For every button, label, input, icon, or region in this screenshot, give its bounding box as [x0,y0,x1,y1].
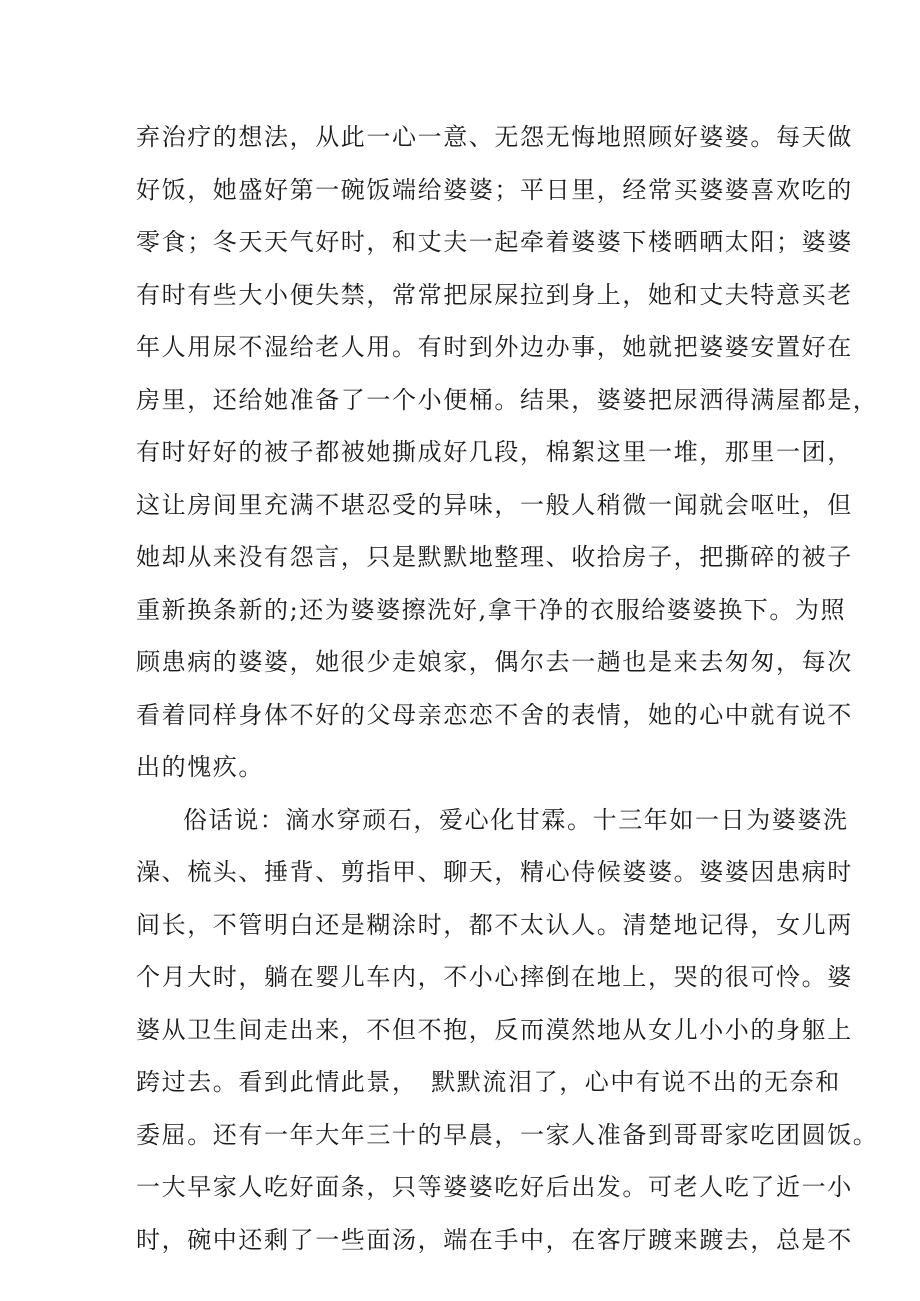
text-line: 房里，还给她准备了一个小便桶。结果，婆婆把尿洒得满屋都是， [136,386,879,414]
text-line: 年人用尿不湿给老人用。有时到外边办事，她就把婆婆安置好在 [136,333,853,361]
text-line: 看着同样身体不好的父母亲恋恋不舍的表情，她的心中就有说不 [136,701,853,729]
text-line: 弃治疗的想法，从此一心一意、无怨无悔地照顾好婆婆。每天做 [136,123,853,151]
text-line: 好饭，她盛好第一碗饭端给婆婆；平日里，经常买婆婆喜欢吃的 [136,176,853,204]
paragraph-first-line: 俗话说：滴水穿顽石，爱心化甘霖。十三年如一日为婆婆洗 [183,806,849,834]
text-line: 顾患病的婆婆，她很少走娘家，偶尔去一趟也是来去匆匆，每次 [136,648,853,676]
text-line: 婆从卫生间走出来，不但不抱，反而漠然地从女儿小小的身躯上 [136,1016,853,1044]
text-line: 委屈。还有一年大年三十的早晨，一家人准备到哥哥家吃团圆饭。 [136,1121,879,1149]
text-line: 澡、梳头、捶背、剪指甲、聊天，精心侍候婆婆。婆婆因患病时 [136,858,853,886]
text-line: 重新换条新的;还为婆婆擦洗好,拿干净的衣服给婆婆换下。为照 [136,596,847,624]
text-line: 一大早家人吃好面条，只等婆婆吃好后出发。可老人吃了近一小 [136,1173,853,1201]
text-line: 她却从来没有怨言，只是默默地整理、收拾房子，把撕碎的被子 [136,543,853,571]
text-line: 个月大时，躺在婴儿车内，不小心摔倒在地上，哭的很可怜。婆 [136,963,853,991]
text-line: 间长，不管明白还是糊涂时，都不太认人。清楚地记得，女儿两 [136,911,853,939]
text-line: 有时好好的被子都被她撕成好几段，棉絮这里一堆，那里一团， [136,438,853,466]
text-line: 跨过去。看到此情此景， 默默流泪了，心中有说不出的无奈和 [136,1068,841,1096]
text-line: 时，碗中还剩了一些面汤，端在手中，在客厅踱来踱去，总是不 [136,1226,853,1254]
text-line: 出的愧疚。 [136,753,264,781]
text-line: 有时有些大小便失禁，常常把尿屎拉到身上，她和丈夫特意买老 [136,281,853,309]
text-line: 零食；冬天天气好时，和丈夫一起牵着婆婆下楼晒晒太阳；婆婆 [136,228,853,256]
text-line: 这让房间里充满不堪忍受的异味，一般人稍微一闻就会呕吐，但 [136,491,853,519]
